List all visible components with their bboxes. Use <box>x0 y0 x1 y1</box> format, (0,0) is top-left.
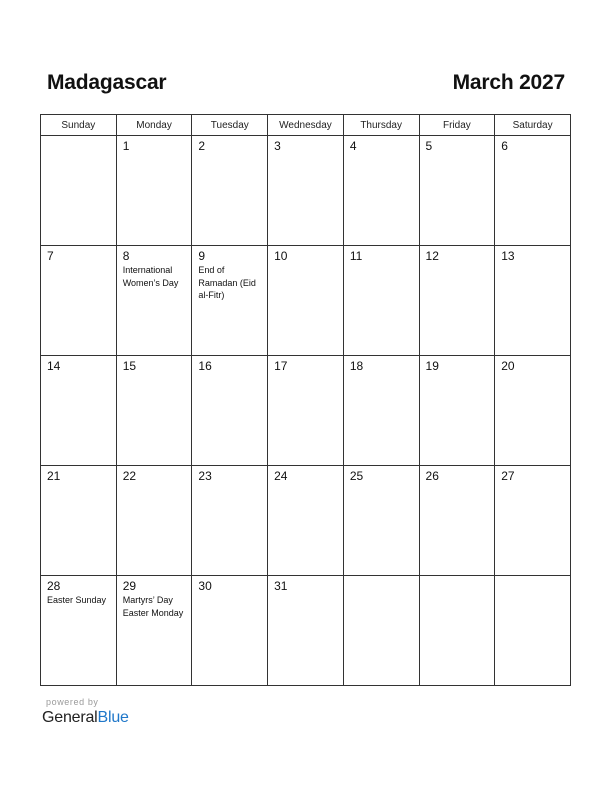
week-row <box>41 136 571 246</box>
day-number: 31 <box>274 579 288 593</box>
weekday-saturday: Saturday <box>495 115 571 136</box>
day-cell <box>268 246 344 356</box>
day-number: 16 <box>198 359 212 373</box>
day-number: 17 <box>274 359 288 373</box>
day-cell <box>41 576 117 686</box>
day-number: 12 <box>425 249 439 263</box>
day-number: 21 <box>47 469 61 483</box>
day-cell <box>268 356 344 466</box>
weekday-friday: Friday <box>419 115 495 136</box>
day-number: 28 <box>47 579 61 593</box>
day-number: 20 <box>501 359 515 373</box>
day-number: 14 <box>47 359 61 373</box>
weekday-thursday: Thursday <box>343 115 419 136</box>
holiday-label: End of Ramadan (Eid al-Fitr) <box>198 265 256 300</box>
holiday-label: International Women’s Day <box>122 265 179 288</box>
day-cell <box>419 356 495 466</box>
day-number: 13 <box>501 249 515 263</box>
day-cell <box>419 136 495 246</box>
empty-day-cell <box>495 576 571 686</box>
powered-by-label: powered by <box>46 697 99 707</box>
week-row <box>41 466 571 576</box>
month-title: March 2027 <box>452 71 565 94</box>
holiday-list <box>117 263 192 289</box>
weekday-tuesday: Tuesday <box>192 115 268 136</box>
week-row <box>41 246 571 356</box>
day-cell <box>192 356 268 466</box>
day-number: 11 <box>349 249 363 263</box>
day-number: 8 <box>122 249 130 263</box>
brand-general-text: General <box>42 709 98 726</box>
day-cell <box>192 246 268 356</box>
holiday-label: Easter Sunday <box>47 595 107 605</box>
calendar-grid <box>40 114 571 686</box>
day-number: 9 <box>198 249 206 263</box>
holiday-list <box>117 593 192 619</box>
day-number: 15 <box>122 359 137 373</box>
weekday-wednesday: Wednesday <box>268 115 344 136</box>
day-number: 3 <box>274 139 281 153</box>
holiday-list <box>192 263 267 302</box>
day-number: 6 <box>501 139 508 153</box>
day-cell <box>116 136 192 246</box>
country-title: Madagascar <box>47 71 167 94</box>
day-cell <box>116 576 192 686</box>
day-cell <box>495 356 571 466</box>
day-cell <box>495 246 571 356</box>
day-cell <box>116 466 192 576</box>
holiday-label: Easter Monday <box>122 607 184 618</box>
day-cell <box>192 576 268 686</box>
day-number: 18 <box>349 359 364 373</box>
weekday-sunday: Sunday <box>41 115 117 136</box>
weekday-header-row <box>41 115 571 136</box>
week-row <box>41 356 571 466</box>
day-number: 22 <box>122 469 137 483</box>
day-cell <box>116 246 192 356</box>
day-cell <box>343 466 419 576</box>
day-cell <box>41 246 117 356</box>
day-number: 26 <box>425 469 439 483</box>
day-cell <box>343 246 419 356</box>
day-cell <box>343 356 419 466</box>
day-number: 23 <box>198 469 212 483</box>
day-cell <box>419 246 495 356</box>
day-cell <box>495 136 571 246</box>
empty-day-cell <box>419 576 495 686</box>
holiday-label: Martyrs’ Day <box>122 595 173 605</box>
day-number: 25 <box>349 469 364 483</box>
day-number: 19 <box>425 359 439 373</box>
day-cell <box>495 466 571 576</box>
day-number: 27 <box>501 469 515 483</box>
day-number: 29 <box>122 579 137 593</box>
week-row <box>41 576 571 686</box>
day-number: 1 <box>122 139 130 153</box>
day-number: 5 <box>425 139 433 153</box>
day-cell <box>343 136 419 246</box>
day-cell <box>41 356 117 466</box>
holiday-list <box>41 593 116 607</box>
day-number: 24 <box>274 469 288 483</box>
brand-blue-text: Blue <box>97 709 129 726</box>
day-number: 2 <box>198 139 206 153</box>
day-number: 7 <box>47 249 54 263</box>
day-cell <box>268 466 344 576</box>
day-cell <box>41 466 117 576</box>
empty-day-cell <box>343 576 419 686</box>
day-cell <box>268 576 344 686</box>
generalblue-logo[interactable] <box>42 709 129 727</box>
day-cell <box>268 136 344 246</box>
day-cell <box>116 356 192 466</box>
day-cell <box>419 466 495 576</box>
day-number: 4 <box>349 139 357 153</box>
weekday-monday: Monday <box>116 115 192 136</box>
day-number: 10 <box>274 249 288 263</box>
day-number: 30 <box>198 579 212 593</box>
day-cell <box>192 466 268 576</box>
day-cell <box>192 136 268 246</box>
empty-day-cell <box>41 136 117 246</box>
